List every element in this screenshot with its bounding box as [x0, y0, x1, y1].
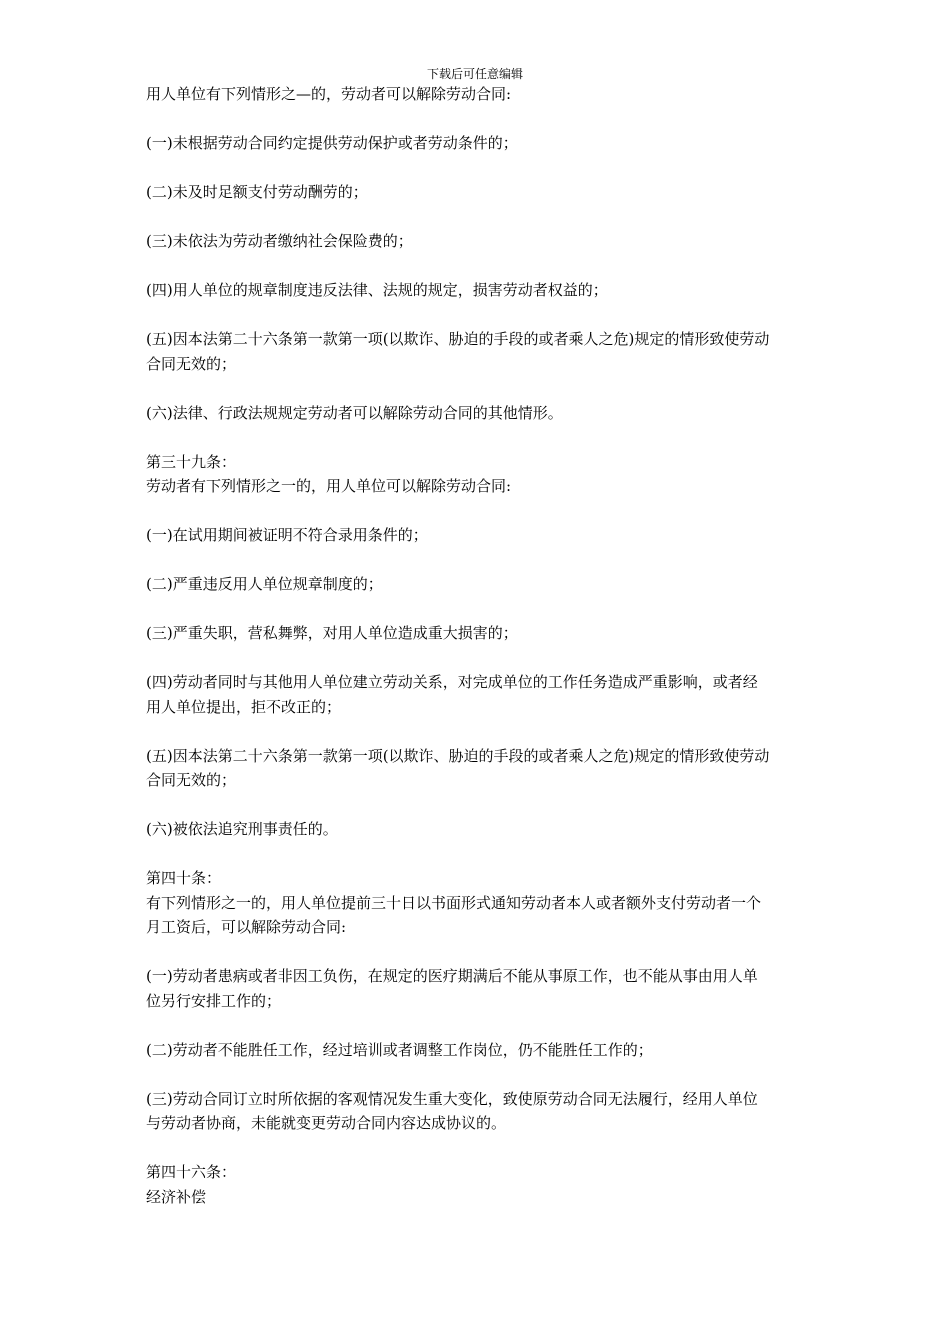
text-line: 月工资后，可以解除劳动合同:	[146, 918, 347, 936]
paragraph	[146, 1038, 810, 1063]
paragraph	[146, 621, 810, 646]
text-line: (一)劳动者患病或者非因工负伤，在规定的医疗期满后不能从事原工作，也不能从事由用人单	[146, 967, 758, 985]
text-line: 位另行安排工作的；	[146, 991, 282, 1010]
text-line: (二)未及时足额支付劳动酬劳的；	[146, 183, 368, 201]
text-line: 经济补偿	[146, 1187, 207, 1206]
paragraph	[146, 744, 810, 793]
document-body	[146, 82, 810, 1209]
text-line: (一)在试用期间被证明不符合录用条件的；	[146, 526, 428, 544]
paragraph	[146, 131, 810, 156]
paragraph	[146, 523, 810, 548]
text-line: (一)未根据劳动合同约定提供劳动保护或者劳动条件的；	[146, 134, 518, 152]
paragraph	[146, 180, 810, 205]
text-line: 合同无效的；	[146, 771, 237, 789]
article-title: 第三十九条：	[146, 452, 237, 471]
text-line: (二)劳动者不能胜任工作，经过培训或者调整工作岗位，仍不能胜任工作的；	[146, 1040, 653, 1059]
text-line: 合同无效的；	[146, 354, 237, 373]
paragraph	[146, 229, 810, 254]
text-line: (二)严重违反用人单位规章制度的；	[146, 575, 383, 593]
paragraph	[146, 572, 810, 597]
text-line: (三)严重失职，营私舞弊，对用人单位造成重大损害的；	[146, 624, 518, 642]
text-line: (三)劳动合同订立时所依据的客观情况发生重大变化，致使原劳动合同无法履行，经用人单位	[146, 1089, 758, 1108]
article-heading-39	[146, 450, 810, 499]
text-line: 与劳动者协商，未能就变更劳动合同内容达成协议的。	[146, 1114, 507, 1132]
text-line: (六)被依法追究刑事责任的。	[146, 820, 338, 838]
paragraph	[146, 82, 810, 107]
paragraph	[146, 964, 810, 1013]
text-line: (四)劳动者同时与其他用人单位建立劳动关系，对完成单位的工作任务造成严重影响，或者经	[146, 673, 758, 691]
text-line: 用人单位提出，拒不改正的；	[146, 697, 342, 716]
text-line: (五)因本法第二十六条第一款第一项(以欺诈、胁迫的手段的或者乘人之危)规定的情形致使劳动	[146, 330, 770, 348]
paragraph	[146, 817, 810, 842]
article-heading-46	[146, 1160, 810, 1209]
page-header-note: 下载后可任意编辑	[426, 67, 523, 81]
text-line: (四)用人单位的规章制度违反法律、法规的规定，损害劳动者权益的；	[146, 281, 608, 299]
text-line: (三)未依法为劳动者缴纳社会保险费的；	[146, 232, 413, 250]
article-title: 第四十条：	[146, 869, 222, 887]
paragraph	[146, 327, 810, 376]
article-heading-40	[146, 866, 810, 940]
text-line: (五)因本法第二十六条第一款第一项(以欺诈、胁迫的手段的或者乘人之危)规定的情形致使劳动	[146, 746, 770, 765]
article-title: 第四十六条：	[146, 1163, 237, 1181]
paragraph	[146, 401, 810, 426]
paragraph	[146, 1087, 810, 1136]
text-line: 用人单位有下列情形之—的，劳动者可以解除劳动合同:	[146, 85, 512, 103]
paragraph	[146, 278, 810, 303]
text-line: 劳动者有下列情形之一的，用人单位可以解除劳动合同:	[146, 477, 512, 495]
text-line: (六)法律、行政法规规定劳动者可以解除劳动合同的其他情形。	[146, 403, 563, 422]
paragraph	[146, 670, 810, 719]
text-line: 有下列情形之一的，用人单位提前三十日以书面形式通知劳动者本人或者额外支付劳动者一个	[146, 893, 762, 912]
